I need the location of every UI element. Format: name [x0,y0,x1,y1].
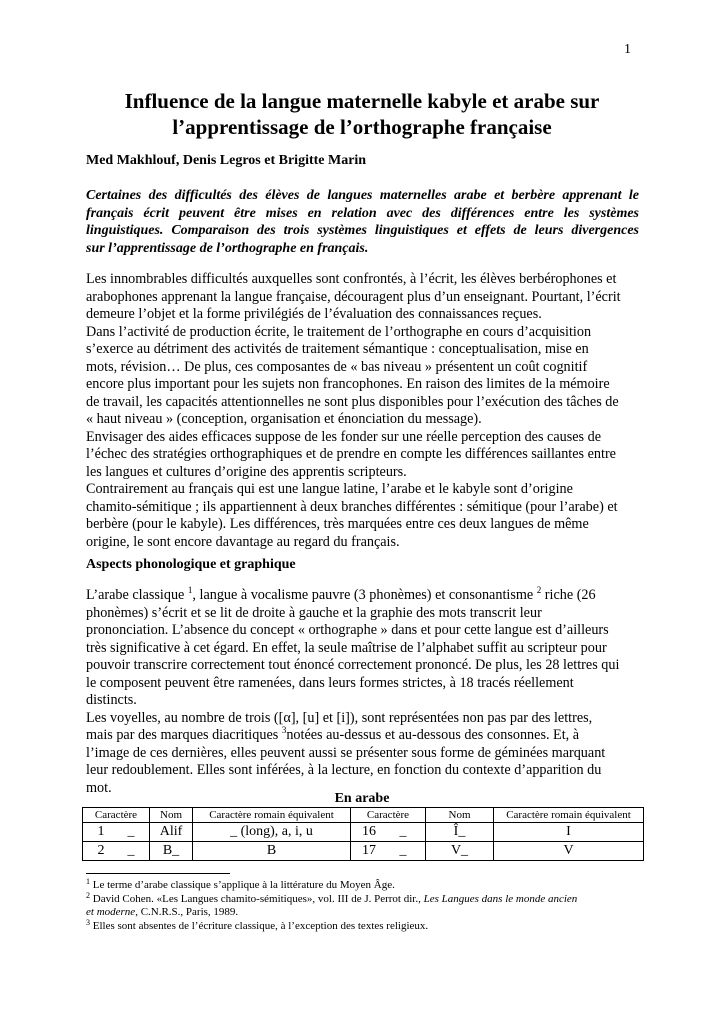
abstract-line: français écrit peuvent être mises en relation avec des différences entre les systèmes [86,205,639,221]
intro-paragraphs [86,271,646,551]
column-header: Caractère [351,808,426,823]
column-header: Caractère [83,808,150,823]
table-cell: Î_ [426,823,494,842]
section-heading: Aspects phonologique et graphique [86,557,296,572]
body-line: l’image de ces dernières, elles peuvent aussi se présenter sous forme de géminées marquant [86,744,606,761]
column-header: Nom [426,808,494,823]
body-line: l’échec des stratégies orthographiques et de prendre en compte les différences saillantes entre [86,446,616,462]
column-header: Caractère romain équivalent [494,808,644,823]
text-run: notées au-dessus et au-dessous des consonnes. Et, à [286,727,580,743]
body-line: Contrairement au français qui est une langue latine, l’arabe et le kabyle sont d’origine [86,481,573,497]
footnote-book-title: et moderne [86,906,136,918]
footnote-mark: 2 [86,890,90,900]
text-run: riche (26 [541,587,596,603]
body-line: pouvoir transcrire correctement tout énoncé correctement prononcé. De plus, les 28 lettres qui [86,657,620,673]
body-line: demeure l’objet et la forme privilégiés de l’évaluation des connaissances reçues. [86,306,542,322]
table-cell: V_ [426,842,494,861]
document-title [86,88,638,140]
footnote-mark: 1 [86,877,90,886]
footnote-ref[interactable]: 1 [187,585,193,595]
table-cell: Alif [150,823,193,842]
table-cell: B_ [150,842,193,861]
authors: Med Makhlouf, Denis Legros et Brigitte Marin [86,153,367,168]
row-number: 17 [362,843,376,858]
table-cell [83,842,150,861]
abstract-line: linguistiques. Comparaison des trois systèmes linguistiques et effets de leurs divergences [86,223,639,238]
arabic-character: _ [127,824,135,839]
body-line: très significative à cet égard. En effet, la seule maîtrise de l’alphabet suffit au scripteur pour [86,639,607,656]
footnote-text: Elles sont absentes de l’écriture classique, à l’exception des textes religieux. [92,919,429,932]
table-cell: _ (long), a, i, u [193,823,351,842]
body-line: de travail, les capacités attentionnelles ne sont plus disponibles pour l’exécution des tâches de [86,393,619,410]
footnote-text: Le terme d’arabe classique s’applique à la littérature du Moyen Âge. [92,879,395,891]
table-cell [351,823,426,842]
footnote-mark: 3 [86,917,90,927]
arabic-character: _ [399,843,407,858]
body-line: le composent peuvent être ramenées, dans leurs formes strictes, à 18 tracés réellement [86,674,574,691]
body-line: mots, révision… De plus, ces composantes de « bas niveau » présentent un coût cognitif [86,358,588,375]
body-line: Dans l’activité de production écrite, le traitement de l’orthographe en cours d’acquisition [86,323,592,340]
footnote-book-title: Les Langues dans le monde ancien [423,892,578,905]
footnote-ref[interactable]: 2 [536,585,542,595]
body-line: distincts. [86,692,137,708]
text-run: L’arabe classique [86,587,188,603]
footnote-text: David Cohen. «Les Langues chamito-sémitiques», vol. III de J. Perrot dir., [92,892,424,905]
footnote [86,917,646,934]
title-line-2: l’apprentissage de l’orthographe française [172,115,552,139]
body-line: prononciation. L’absence du concept « orthographe » dans et pour cette langue est d’ailleurs [86,622,609,638]
abstract [86,187,639,257]
text-run: mais par des marques diacritiques [86,727,282,743]
body-line: s’exerce au détriment des activités de traitement sémantique : conceptualisation, mise en [86,341,589,357]
column-header: Caractère romain équivalent [193,808,351,823]
row-number: 16 [362,824,376,839]
section-paragraphs [86,587,646,797]
alphabet-table [82,807,644,861]
footnote-separator [86,873,230,874]
text-run: , langue à vocalisme pauvre (3 phonèmes) et consonantisme [192,587,537,603]
body-line: Les innombrables difficultés auxquelles sont confrontés, à l’écrit, les élèves berbérophones et [86,271,617,287]
column-header: Nom [150,808,193,823]
table-header-row [83,808,644,823]
arabic-character: _ [399,824,407,839]
page-number: 1 [624,42,631,57]
table-cell: V [494,842,644,861]
footnotes [86,879,646,933]
body-line: origine, le sont encore davantage au regard du français. [86,533,400,550]
body-line: les langues et cultures d’origine des apprentis scripteurs. [86,463,407,480]
body-line [86,727,646,745]
abstract-line: Certaines des difficultés des élèves de langues maternelles arabe et berbère apprenant le [86,188,639,203]
body-line: Envisager des aides efficaces suppose de les fonder sur une réelle perception des causes de [86,428,602,445]
table-cell: I [494,823,644,842]
abstract-line: sur l’apprentissage de l’orthographe en français. [86,240,369,256]
footnote [86,879,646,893]
body-line [86,587,646,605]
table-cell [351,842,426,861]
table-cell [83,823,150,842]
table-row [83,823,644,842]
footnote-ref[interactable]: 3 [281,725,287,735]
table-row [83,842,644,861]
title-line-1: Influence de la langue maternelle kabyle et arabe sur [124,89,600,113]
body-line: chamito-sémitique ; ils appartiennent à deux branches différentes : sémitique (pour l’arabe) et [86,498,618,515]
body-line: « haut niveau » (conception, organisation et énonciation du message). [86,411,482,427]
body-line: leur redoublement. Elles sont inférées, à la lecture, en fonction du contexte d’apparition du [86,762,602,778]
body-line: encore plus important pour les sujets non francophones. En raison des limites de la mémoire [86,376,610,392]
footnote [86,890,646,920]
row-number: 2 [97,843,105,858]
body-line: mot. [86,779,112,796]
body-line: phonèmes) s’écrit et se lit de droite à gauche et la graphie des mots transcrit leur [86,604,542,621]
footnote-text: , C.N.R.S., Paris, 1989. [135,906,239,918]
table-cell: B [193,842,351,861]
body-line: Les voyelles, au nombre de trois ([α], [u] et [i]), sont représentées non pas par des lettres, [86,709,593,726]
body-line: arabophones apprenant la langue française, découragent plus d’un enseignant. Pourtant, l’écrit [86,288,621,305]
arabic-character: _ [127,843,135,858]
row-number: 1 [97,824,105,839]
body-line: berbère (pour le kabyle). Les différences, très marquées entre ces deux langues de même [86,516,589,532]
table-caption: En arabe [334,791,390,806]
